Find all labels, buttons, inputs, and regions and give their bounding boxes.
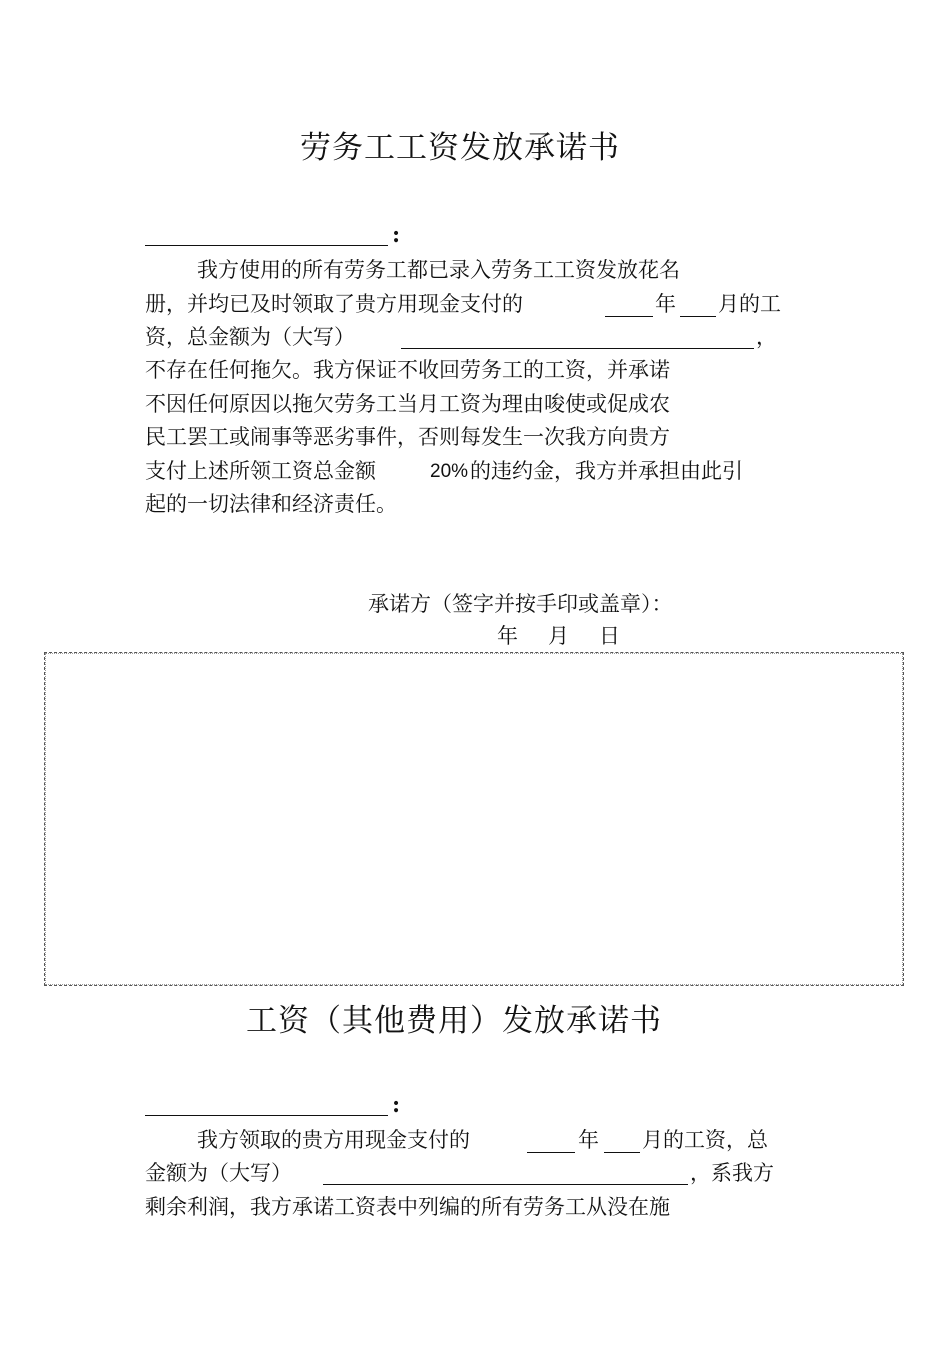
body-line: 我方领取的贵方用现金支付的 bbox=[197, 1128, 470, 1152]
year-label-1: 年 bbox=[655, 292, 676, 316]
recipient-colon-2: : bbox=[392, 1092, 401, 1118]
body-line: 册，并均已及时领取了贵方用现金支付的 bbox=[145, 292, 523, 316]
month-blank-2[interactable] bbox=[604, 1152, 640, 1153]
year-blank-2[interactable] bbox=[527, 1152, 575, 1153]
signer-label: 承诺方（签字并按手印或盖章）： bbox=[368, 592, 673, 616]
body-line: 不存在任何拖欠。我方保证不收回劳务工的工资，并承诺 bbox=[145, 358, 670, 382]
page-break-box bbox=[44, 652, 904, 986]
body-line: 的违约金，我方并承担由此引 bbox=[470, 459, 743, 483]
recipient-blank-1[interactable] bbox=[145, 245, 388, 246]
recipient-blank-2[interactable] bbox=[145, 1115, 388, 1116]
month-blank-1[interactable] bbox=[680, 316, 716, 317]
penalty-percent: 20% bbox=[430, 461, 469, 482]
year-label-2: 年 bbox=[578, 1128, 599, 1152]
recipient-colon-1: : bbox=[392, 222, 401, 248]
body-line: 民工罢工或闹事等恶劣事件，否则每发生一次我方向贵方 bbox=[145, 425, 670, 449]
amount-blank-2[interactable] bbox=[323, 1184, 688, 1185]
date-month-label: 月 bbox=[548, 624, 569, 648]
body-line: 月的工 bbox=[718, 292, 781, 316]
document-title-2: 工资（其他费用）发放承诺书 bbox=[246, 1003, 662, 1039]
body-line: 我方使用的所有劳务工都已录入劳务工工资发放花名 bbox=[197, 258, 680, 282]
body-line: 金额为（大写） bbox=[145, 1161, 292, 1185]
body-line: 月的工资，总 bbox=[642, 1128, 768, 1152]
year-blank-1[interactable] bbox=[605, 316, 653, 317]
body-line: 资，总金额为（大写） bbox=[145, 325, 355, 349]
date-day-label: 日 bbox=[599, 624, 620, 648]
body-line: ， bbox=[756, 325, 777, 349]
body-line: 剩余利润，我方承诺工资表中列编的所有劳务工从没在施 bbox=[145, 1195, 670, 1219]
body-line: 不因任何原因以拖欠劳务工当月工资为理由唆使或促成农 bbox=[145, 392, 670, 416]
amount-blank-1[interactable] bbox=[401, 348, 754, 349]
body-line: 支付上述所领工资总金额 bbox=[145, 459, 376, 483]
body-line: 起的一切法律和经济责任。 bbox=[145, 492, 397, 516]
document-title-1: 劳务工工资发放承诺书 bbox=[300, 130, 620, 166]
date-year-label: 年 bbox=[497, 624, 518, 648]
body-line: ，系我方 bbox=[690, 1161, 774, 1185]
